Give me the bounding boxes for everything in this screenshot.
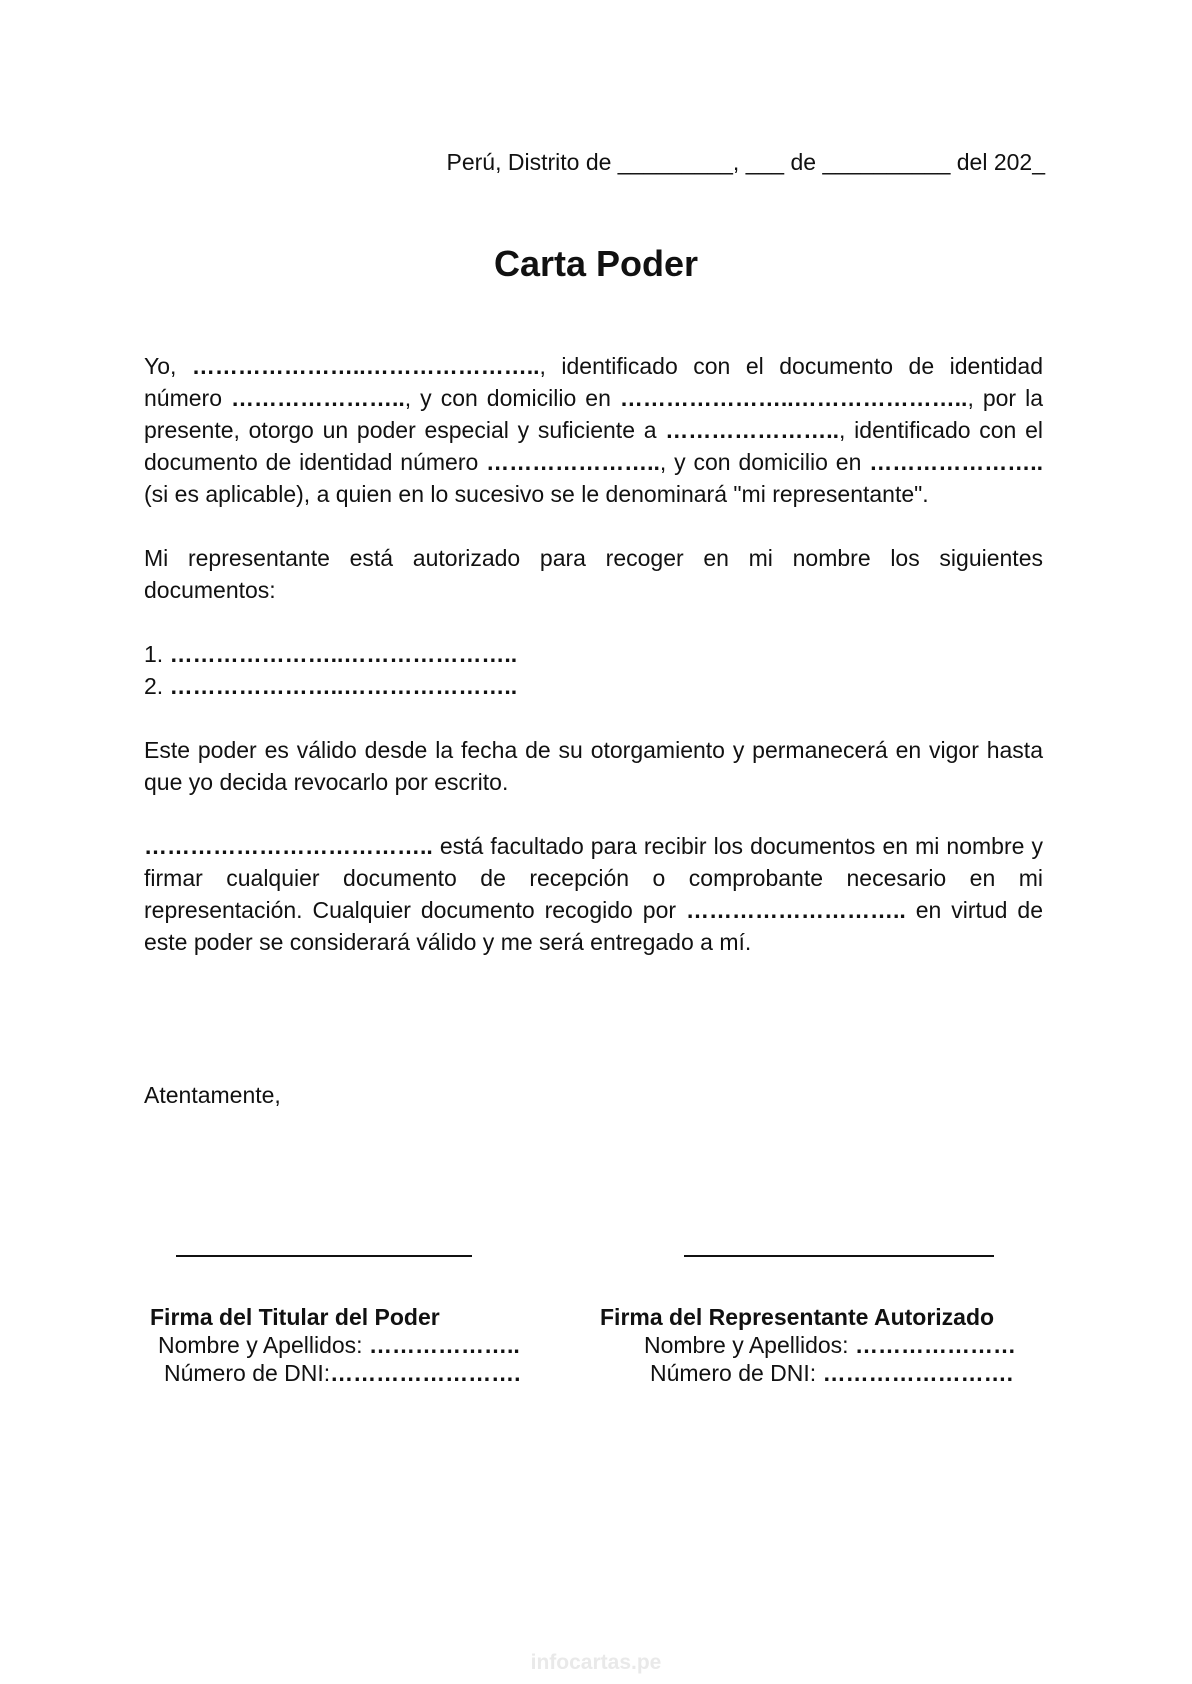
closing: Atentamente, bbox=[144, 1082, 281, 1108]
text-segment: , identificado con el documento de identidad número bbox=[144, 353, 1043, 411]
text-segment: Yo, bbox=[144, 353, 192, 379]
date-line: Perú, Distrito de _________, ___ de __________ del 202_ bbox=[446, 149, 1045, 175]
paragraph-validity: Este poder es válido desde la fecha de su otorgamiento y permanecerá en vigor hasta que yo decida revocarlo por escrito. bbox=[144, 737, 1043, 795]
name-label: Nombre y Apellidos: bbox=[158, 1332, 369, 1358]
signature-title: Firma del Titular del Poder bbox=[150, 1304, 440, 1330]
signature-name-row bbox=[150, 1331, 521, 1359]
paragraph-grant bbox=[144, 350, 1043, 510]
list-item bbox=[144, 638, 1043, 670]
documents-list bbox=[144, 638, 1043, 702]
text-segment: en virtud de este poder se considerará válido y me será entregado a mí. bbox=[144, 897, 1043, 955]
letter-body bbox=[144, 350, 1043, 958]
text-segment: , y con domicilio en bbox=[659, 449, 870, 475]
watermark: infocartas.pe bbox=[530, 1651, 662, 1674]
grantor-id-blank: ………………….. bbox=[231, 385, 405, 411]
signature-dni-row bbox=[150, 1359, 521, 1387]
text-segment: , por la presente, otorgo un poder especial y suficiente a bbox=[144, 385, 1043, 443]
list-item bbox=[144, 670, 1043, 702]
page-title: Carta Poder bbox=[493, 243, 699, 284]
representative-name-blank: ……………………….. bbox=[685, 897, 906, 923]
representative-id-blank: ………………….. bbox=[486, 449, 660, 475]
signature-block-grantor bbox=[150, 1303, 521, 1387]
text-segment: está facultado para recibir los documentos en mi nombre y firmar cualquier documento de recepción o comprobante necesario en mi representación. Cualquier documento recogido por bbox=[144, 833, 1043, 923]
name-blank: ……………….. bbox=[368, 1332, 520, 1358]
representative-name-blank: ……………………………….. bbox=[144, 833, 433, 859]
representative-name-blank: ………………….. bbox=[665, 417, 840, 443]
list-number: 1. bbox=[144, 641, 170, 667]
signature-line-grantor bbox=[176, 1255, 472, 1257]
dni-label: Número de DNI: bbox=[164, 1360, 331, 1386]
signature-line-representative bbox=[684, 1255, 994, 1257]
paragraph-authorization: Mi representante está autorizado para recoger en mi nombre los siguientes documentos: bbox=[144, 545, 1043, 603]
signature-title: Firma del Representante Autorizado bbox=[600, 1304, 995, 1330]
text-segment: , identificado con el documento de identidad número bbox=[144, 417, 1043, 475]
representative-address-blank: ………………….. bbox=[869, 449, 1043, 475]
document-blank: …………………..………………….. bbox=[169, 673, 518, 699]
grantor-name-blank: …………………..………………….. bbox=[191, 353, 540, 379]
signature-block-representative bbox=[600, 1303, 1016, 1387]
grantor-address-blank: …………………..………………….. bbox=[619, 385, 968, 411]
dni-label: Número de DNI: bbox=[650, 1360, 823, 1386]
dni-blank: ……………………. bbox=[330, 1360, 521, 1386]
signature-name-row bbox=[600, 1331, 1016, 1359]
name-blank: ………………… bbox=[854, 1332, 1016, 1358]
document-blank: …………………..………………….. bbox=[169, 641, 518, 667]
dni-blank: ……………………. bbox=[822, 1360, 1013, 1386]
text-segment: (si es aplicable), a quien en lo sucesivo se le denominará "mi representante". bbox=[144, 481, 929, 507]
name-label: Nombre y Apellidos: bbox=[644, 1332, 855, 1358]
list-number: 2. bbox=[144, 673, 170, 699]
paragraph-faculties bbox=[144, 830, 1043, 958]
text-segment: , y con domicilio en bbox=[404, 385, 620, 411]
signature-dni-row bbox=[600, 1359, 1016, 1387]
